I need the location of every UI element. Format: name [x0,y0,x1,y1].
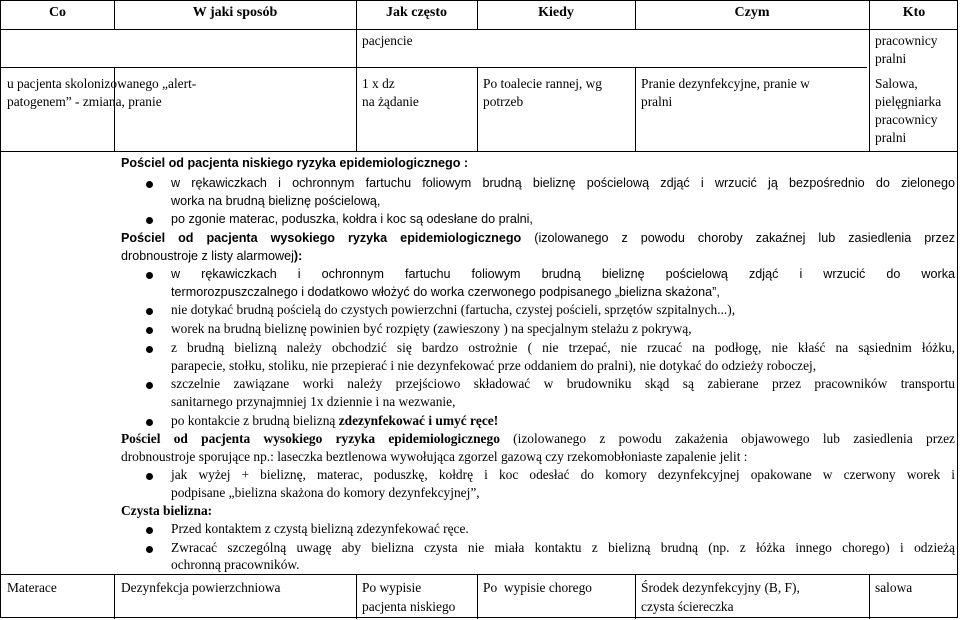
row2-co-line: u pacjenta skolonizowanego „alert- [7,76,197,91]
text-line [121,248,302,265]
row-divider [1,67,867,68]
footer-czym-line: czysta ściereczka [641,599,734,614]
col-divider [477,574,478,619]
row1-kto: pracownicy pralni [875,33,938,66]
row-divider [1,151,957,152]
row2-sposob-line: na żądanie [362,94,419,109]
bullet-icon [146,546,153,553]
heading-bold: Pościel od pacjenta wysokiego ryzyka epidemiologicznego [121,431,500,446]
bullet-icon [146,382,153,389]
text-line: parapecie, stołku, stoliku, nie przepierać i nie dezynfekować prze oddaniem do pralni), nie dotykać do odzieży roboczej, [171,358,817,373]
row2-kto-line: pralni [875,130,907,145]
row2-co-line: patogenem” - zmiana, pranie [7,94,162,109]
footer-co: Materace [7,580,57,595]
col-divider [635,67,636,151]
heading-rest: (izolowanego z powodu zakażenia objawowego lub zasiedlenia przez [499,431,955,446]
text-line: Przed kontaktem z czystą bielizną zdezynfekować ręce. [171,521,469,536]
bullet-icon [146,327,153,334]
footer-kiedy: Po wypisie chorego [483,580,592,595]
text-line: worka na brudną bieliznę pościelową, [171,194,381,208]
bullet-icon [146,527,153,534]
col-divider [869,29,870,151]
section-heading-low-risk: Pościel od pacjenta niskiego ryzyka epidemiologicznego : [121,156,469,170]
text-line: sanitarnego przynajmniej 1x dziennie i na wezwanie, [171,394,456,409]
text-plain: po kontakcie z brudną bielizną [171,413,339,428]
bullet-icon [146,181,153,188]
section-heading-spore [121,430,955,447]
header-co: Co [48,5,67,20]
col-divider [356,574,357,619]
bullet-icon [146,308,153,315]
heading-line2: drobnoustroje z listy alarmowej [121,249,294,263]
bullet-icon [146,473,153,480]
text-line: podpisane „bielizna skażona do komory dezynfekcyjnej”, [171,485,480,500]
text-line: nie dotykać brudną pościelą do czystych powierzchni (fartucha, czystej pościeli, sprzętów szpitalnych...), [171,302,736,317]
bullet-icon [146,346,153,353]
row1-czesto: pacjencie [362,33,413,48]
heading-rest: (izolowanego z powodu choroby zakaźnej lub zasiedlenia przez [534,231,956,245]
section-heading-high-risk [121,230,955,247]
heading-bold: Pościel od pacjenta wysokiego ryzyka epidemiologicznego [121,231,522,245]
col-divider [356,29,357,151]
text-line: z brudną bielizną należy obchodzić się bardzo ostrożnie ( nie trzepać, nie rzucać na podłogę, nie kłaść na sąsiednim łóżku, [171,340,955,355]
text-bold: zdezynfekować i umyć ręce! [338,413,499,428]
row2-kiedy-line: pralni [641,94,673,109]
header-czesto: Jak często [385,5,448,20]
row2-czesto-line: Po toalecie rannej, wg [483,76,602,91]
text-line: jak wyżej + bieliznę, materac, poduszkę, kołdrę i koc odesłać do komory dezynfekcyjnej opakowane w czerwony worek i [171,467,955,482]
row2-sposob-line: 1 x dz [362,76,395,91]
footer-czesto-line: Po wypisie [362,580,422,595]
bullet-icon [146,272,153,279]
bullet-icon [146,217,153,224]
text-line: szczelnie zawiązane worki należy przejściowo składować w brudowniku skąd są zabierane przez pracowników transportu [171,376,955,391]
row2-kto-line: pielęgniarka [875,94,942,109]
col-divider [635,574,636,619]
bullet-icon [146,419,153,426]
col-divider [477,67,478,151]
text-line: ochronną pracowników. [171,557,300,572]
text-line: worek na brudną bieliznę powinien być rozpięty (zawieszony ) na specjalnym stelażu z pokrywą, [171,321,692,336]
footer-kto: salowa [875,580,913,595]
heading-line2-end: ): [293,249,303,263]
row2-kto-line: Salowa, [875,76,918,91]
footer-divider [1,574,957,575]
header-czym: Czym [734,5,770,20]
text-line: po zgonie materac, poduszka, kołdra i koc są odesłane do pralni, [171,212,533,226]
footer-czym-line: Środek dezynfekcyjny (B, F), [641,580,800,595]
text-line: w rękawiczkach i ochronnym fartuchu foliowym brudną bieliznę pościelową zdjąć i wrzucić ją bezpośrednio do zielonego [171,176,955,190]
header-divider [1,29,957,30]
text-line: termorozpuszczalnego i dodatkowo włożyć do worka czerwonego podpisanego „bielizna skażona”, [171,285,720,299]
row2-czesto-line: potrzeb [483,94,524,109]
text-line: Zwracać szczególną uwagę aby bielizna czysta nie miała kontaktu z bielizną brudną (np. z łóżka innego chorego) i odzieżą [171,540,955,555]
col-divider [869,574,870,619]
row2-kiedy-line: Pranie dezynfekcyjne, pranie w [641,76,810,91]
text-line: w rękawiczkach i ochronnym fartuchu foliowym brudną bieliznę pościelową zdjąć i wrzucić do worka [171,267,955,281]
footer-czesto-line: pacjenta niskiego [362,599,456,614]
footer-sposob: Dezynfekcja powierzchniowa [121,580,281,595]
text-line: drobnoustroje sporujące np.: laseczka beztlenowa wywołująca zgorzel gazową czy rzekomobłoniaste zapalenie jelit : [121,449,748,464]
header-sposob: W jaki sposób [192,5,278,20]
header-kiedy: Kiedy [538,5,574,20]
col-divider [114,574,115,619]
header-kto: Kto [902,5,926,20]
row2-kto-line: pracownicy [875,112,938,127]
section-heading-clean: Czysta bielizna: [121,503,213,518]
text-line [171,412,498,429]
